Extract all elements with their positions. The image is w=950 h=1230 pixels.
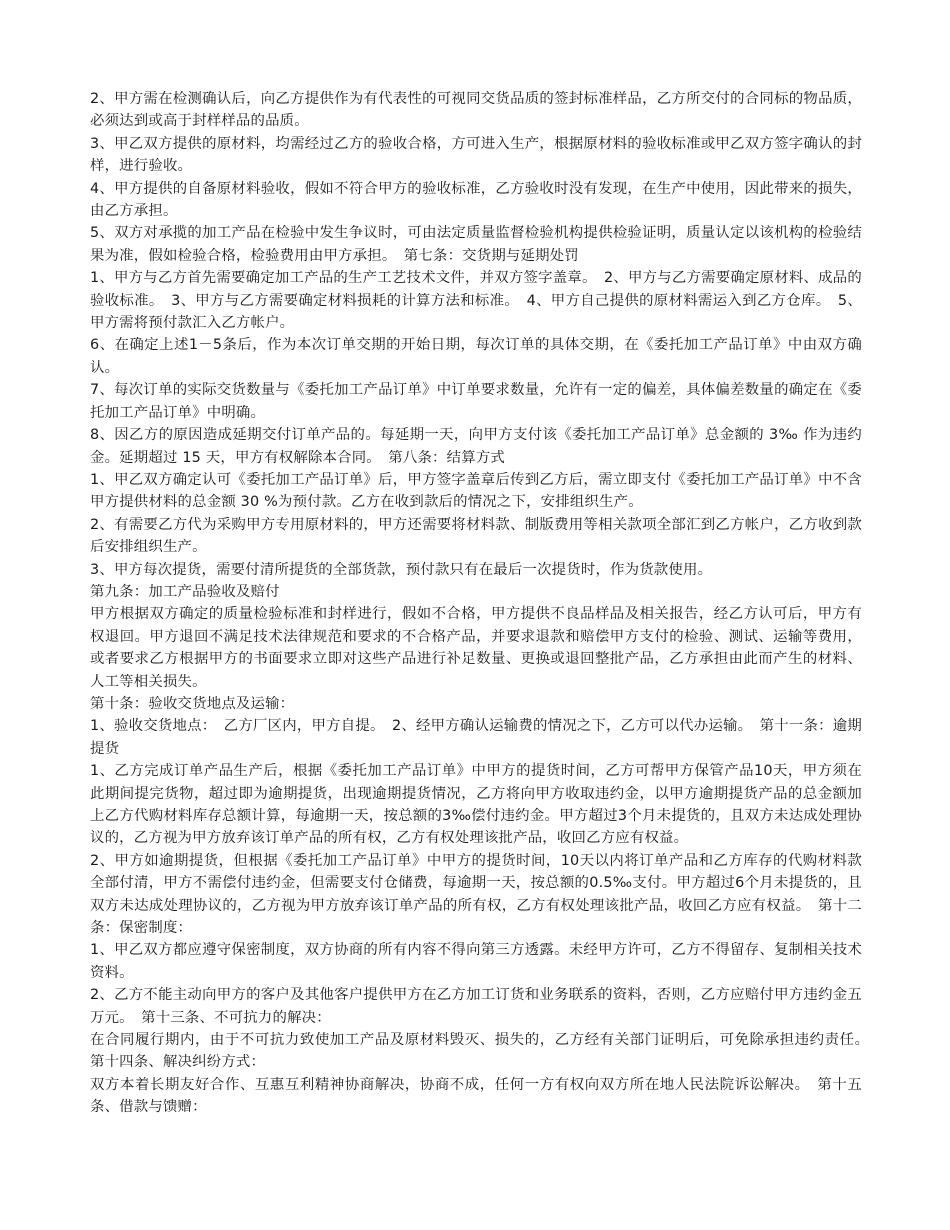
paragraph-clause-4: 4、甲方提供的自备原材料验收，假如不符合甲方的验收标准，乙方验收时没有发现，在生产中使用，因此带来的损失，由乙方承担。 — [90, 180, 862, 220]
contract-document-body — [90, 88, 877, 1119]
paragraph-article-9-body: 甲方根据双方确定的质量检验标准和封样进行，假如不合格，甲方提供不良品样品及相关报告，经乙方认可后，甲方有权退回。甲方退回不满足技术法律规范和要求的不合格产品，并要求退款和赔偿甲方支付的检验、测试、运输等费用，或者要求乙方根据甲方的书面要求立即对这些产品进行补足数量、更换或退回整批产品，乙方承担由此而产生的材料、人工等相关损失。 — [90, 606, 862, 690]
paragraph-article-11-item-1: 1、乙方完成订单产品生产后，根据《委托加工产品订单》中甲方的提货时间，乙方可帮甲方保管产品10天，甲方须在此期间提完货物，超过即为逾期提货，出现逾期提货情况，乙方将向甲方收取违约金，以甲方逾期提货产品的总金额加上乙方代购材料库存总额计算，每逾期一天，按总额的3‰偿付违约金。甲方超过3个月未提货的，且双方未达成处理协议的，乙方视为甲方放弃该订单产品的所有权，乙方有权处理该批产品，收回乙方应有权益。 — [90, 763, 862, 847]
heading-article-10: 第十条：验收交货地点及运输： — [90, 695, 295, 712]
paragraph-article-8-item-1: 1、甲乙双方确定认可《委托加工产品订单》后，甲方签字盖章后传到乙方后，需立即支付《委托加工产品订单》中不含甲方提供材料的总金额 30 %为预付款。乙方在收到款后的情况之下，安排组织生产。 — [90, 471, 862, 511]
paragraph-article-7-items-1-5: 1、甲方与乙方首先需要确定加工产品的生产工艺技术文件，并双方签字盖章。 2、甲方与乙方需要确定原材料、成品的验收标准。 3、甲方与乙方需要确定材料损耗的计算方法和标准。 4、甲方自己提供的原材料需运入到乙方仓库。 5、甲方需将预付款汇入乙方帐户。 — [90, 270, 862, 332]
paragraph-article-7-item-6: 6、在确定上述1－5条后，作为本次订单交期的开始日期，每次订单的具体交期，在《委托加工产品订单》中由双方确认。 — [90, 337, 862, 376]
paragraph-article-10-items-article-11: 1、验收交货地点： 乙方厂区内，甲方自提。 2、经甲方确认运输费的情况之下，乙方可以代办运输。 第十一条：逾期提货 — [90, 718, 862, 757]
paragraph-clause-2: 2、甲方需在检测确认后，向乙方提供作为有代表性的可视同交货品质的签封标准样品，乙方所交付的合同标的物品质，必须达到或高于封样样品的品质。 — [90, 91, 862, 130]
heading-article-9: 第九条：加工产品验收及赔付 — [90, 583, 280, 600]
paragraph-article-11-item-2-article-12: 2、甲方如逾期提货，但根据《委托加工产品订单》中甲方的提货时间，10天以内将订单产品和乙方库存的代购材料款全部付清，甲方不需偿付违约金，但需要支付仓储费，每逾期一天，按总额的0.5‰支付。甲方超过6个月未提货的，且双方未达成处理协议的，乙方视为甲方放弃该订单产品的所有权，乙方有权处理该批产品，收回乙方应有权益。 第十二条：保密制度： — [90, 852, 862, 937]
paragraph-article-13-body-article-14: 在合同履行期内，由于不可抗力致使加工产品及原材料毁灭、损失的，乙方经有关部门证明后，可免除承担违约责任。 第十四条、解决纠纷方式： — [90, 1032, 877, 1071]
paragraph-article-14-body-article-15: 双方本着长期友好合作、互惠互利精神协商解决，协商不成，任何一方有权向双方所在地人民法院诉讼解决。 第十五条、借款与馈赠： — [90, 1076, 862, 1116]
paragraph-article-7-item-8-article-8: 8、因乙方的原因造成延期交付订单产品的。每延期一天，向甲方支付该《委托加工产品订单》总金额的 3‰ 作为违约金。延期超过 15 天，甲方有权解除本合同。 第八条：结算方式 — [90, 427, 862, 466]
paragraph-article-8-item-3: 3、甲方每次提货，需要付清所提货的全部货款，预付款只有在最后一次提货时，作为货款使用。 — [90, 561, 713, 578]
paragraph-article-8-item-2: 2、有需要乙方代为采购甲方专用原材料的，甲方还需要将材料款、制版费用等相关款项全部汇到乙方帐户，乙方收到款后安排组织生产。 — [90, 516, 862, 556]
paragraph-clause-5-article-7: 5、双方对承揽的加工产品在检验中发生争议时，可由法定质量监督检验机构提供检验证明，质量认定以该机构的检验结果为准，假如检验合格，检验费用由甲方承担。 第七条：交货期与延期处罚 — [90, 225, 862, 264]
paragraph-article-7-item-7: 7、每次订单的实际交货数量与《委托加工产品订单》中订单要求数量，允许有一定的偏差，具体偏差数量的确定在《委托加工产品订单》中明确。 — [90, 382, 862, 421]
paragraph-article-12-item-1: 1、甲乙双方都应遵守保密制度，双方协商的所有内容不得向第三方透露。未经甲方许可，乙方不得留存、复制相关技术资料。 — [90, 942, 862, 981]
paragraph-clause-3: 3、甲乙双方提供的原材料，均需经过乙方的验收合格，方可进入生产，根据原材料的验收标准或甲乙双方签字确认的封样，进行验收。 — [90, 135, 862, 175]
paragraph-article-12-item-2-article-13: 2、乙方不能主动向甲方的客户及其他客户提供甲方在乙方加工订货和业务联系的资料，否则，乙方应赔付甲方违约金五万元。 第十三条、不可抗力的解决： — [90, 987, 862, 1026]
